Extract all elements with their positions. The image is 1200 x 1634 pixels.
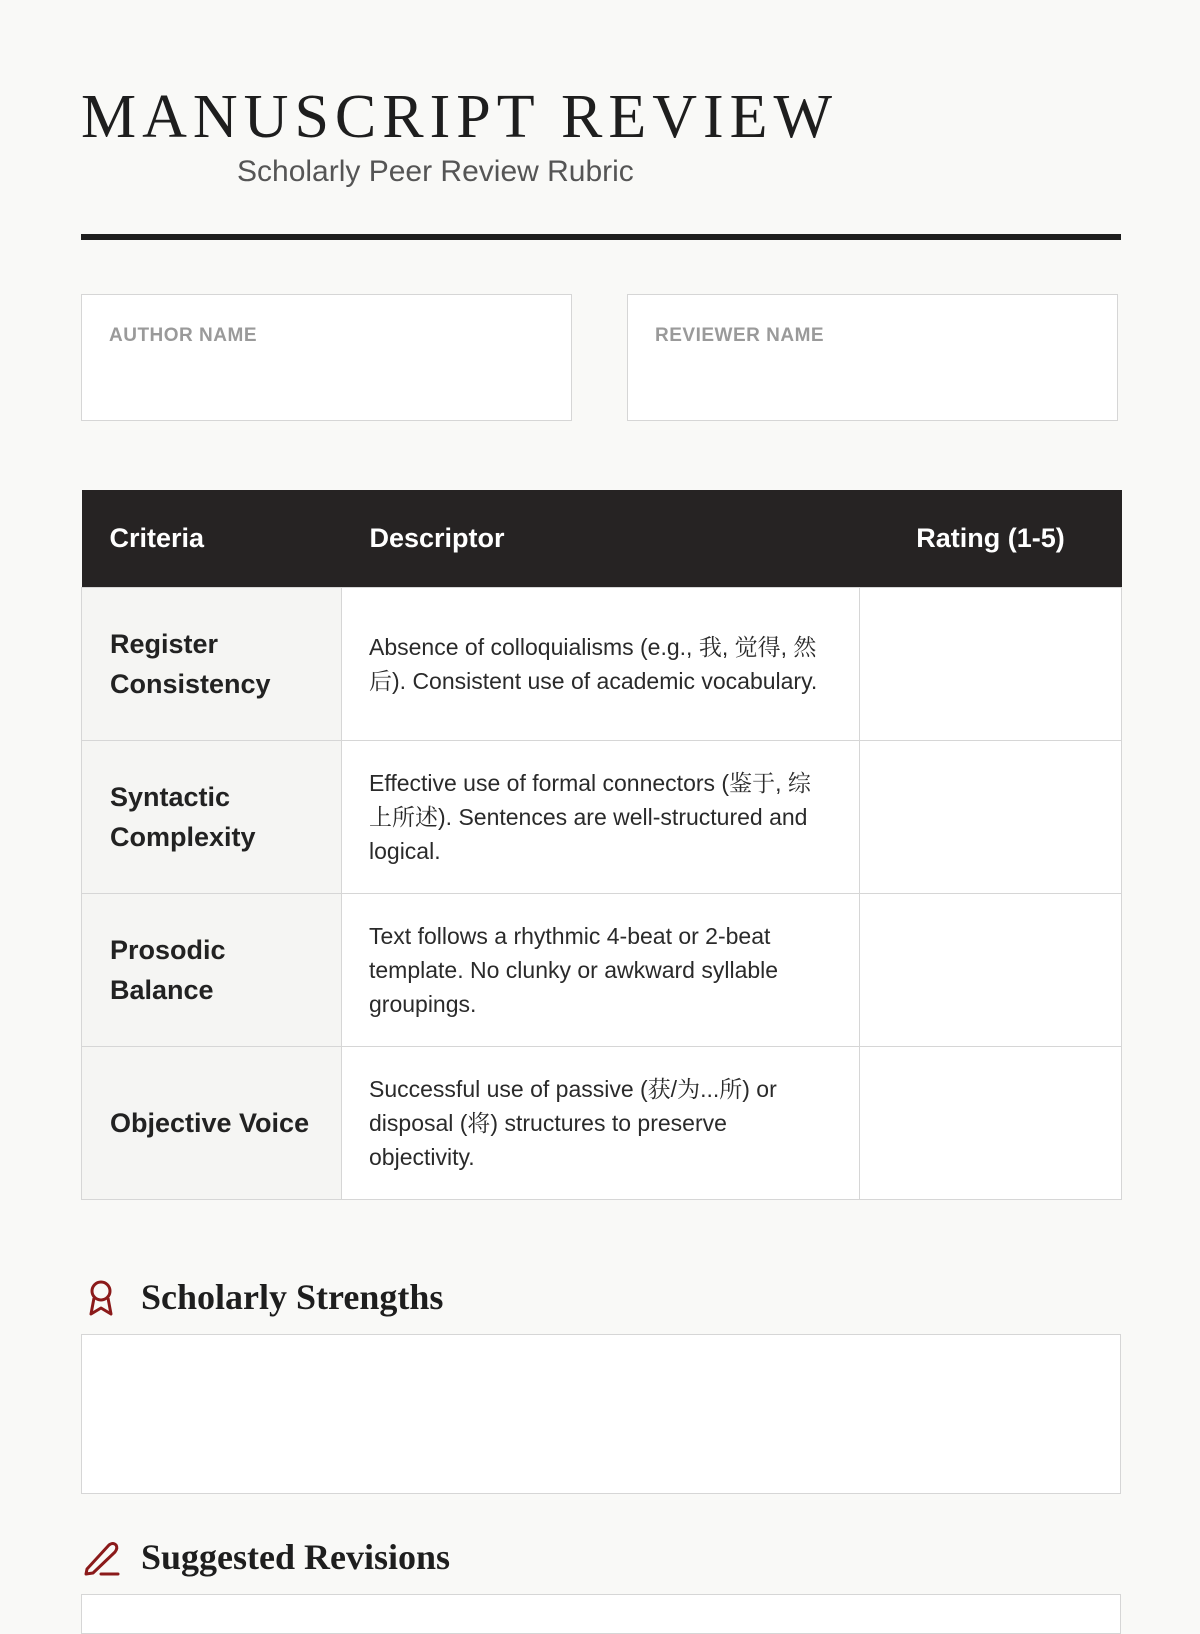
rating-input-cell[interactable] — [860, 588, 1122, 741]
descriptor-cell: Effective use of formal connectors (鉴于, 综上所述). Sentences are well-structured and logical. — [342, 741, 860, 894]
descriptor-cell: Text follows a rhythmic 4-beat or 2-beat template. No clunky or awkward syllable groupings. — [342, 894, 860, 1047]
header-divider — [81, 234, 1121, 240]
table-row — [82, 894, 1122, 1047]
rubric-table — [81, 490, 1122, 1200]
criteria-cell: Register Consistency — [82, 588, 342, 741]
revisions-textarea[interactable] — [81, 1594, 1121, 1634]
rubric-header-row — [82, 490, 1122, 588]
page-subtitle: Scholarly Peer Review Rubric — [237, 155, 634, 188]
author-name-field[interactable] — [81, 294, 572, 421]
rating-input-cell[interactable] — [860, 741, 1122, 894]
award-ribbon-icon — [81, 1277, 121, 1317]
table-row — [82, 741, 1122, 894]
strengths-textarea[interactable] — [81, 1334, 1121, 1494]
strengths-section-header — [81, 1272, 443, 1322]
reviewer-name-label: REVIEWER NAME — [655, 325, 825, 346]
criteria-cell: Syntactic Complexity — [82, 741, 342, 894]
criteria-cell: Prosodic Balance — [82, 894, 342, 1047]
reviewer-name-field[interactable] — [627, 294, 1118, 421]
pen-icon — [81, 1537, 121, 1577]
descriptor-cell: Absence of colloquialisms (e.g., 我, 觉得, 然后). Consistent use of academic vocabulary. — [342, 588, 860, 741]
descriptor-cell: Successful use of passive (获/为...所) or disposal (将) structures to preserve objectivity. — [342, 1047, 860, 1200]
column-header-descriptor: Descriptor — [342, 490, 860, 588]
page-title: MANUSCRIPT REVIEW — [81, 83, 839, 151]
criteria-cell: Objective Voice — [82, 1047, 342, 1200]
column-header-rating: Rating (1-5) — [860, 490, 1122, 588]
table-row — [82, 588, 1122, 741]
rating-input-cell[interactable] — [860, 1047, 1122, 1200]
rating-input-cell[interactable] — [860, 894, 1122, 1047]
strengths-title: Scholarly Strengths — [141, 1277, 444, 1317]
column-header-criteria: Criteria — [82, 490, 342, 588]
table-row — [82, 1047, 1122, 1200]
revisions-section-header — [81, 1532, 450, 1582]
revisions-title: Suggested Revisions — [141, 1537, 451, 1577]
author-name-label: AUTHOR NAME — [109, 325, 257, 346]
